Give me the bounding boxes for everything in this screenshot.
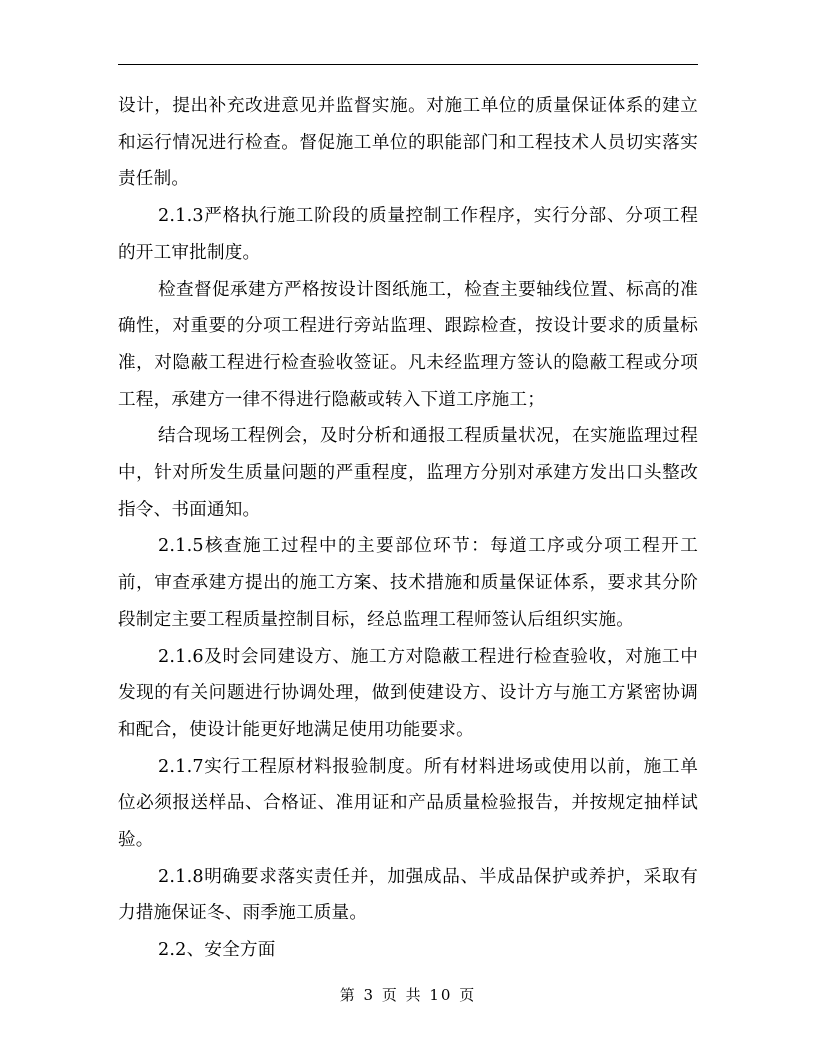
- paragraph: 2.1.8明确要求落实责任并，加强成品、半成品保护或养护，采取有力措施保证冬、雨季施工质量。: [118, 866, 698, 924]
- paragraph: 设计，提出补充改进意见并监督实施。对施工单位的质量保证体系的建立和运行情况进行检查。督促施工单位的职能部门和工程技术人员切实落实责任制。: [118, 96, 698, 190]
- paragraph: 检查督促承建方严格按设计图纸施工，检查主要轴线位置、标高的准确性，对重要的分项工程进行旁站监理、跟踪检查，按设计要求的质量标准，对隐蔽工程进行检查验收签证。凡未经监理方签认的隐蔽工程或分项工程，承建方一律不得进行隐蔽或转入下道工序施工；: [118, 279, 698, 410]
- header-rule: [118, 64, 698, 65]
- paragraph: 2.1.5核查施工过程中的主要部位环节：每道工序或分项工程开工前，审查承建方提出的施工方案、技术措施和质量保证体系，要求其分阶段制定主要工程质量控制目标，经总监理工程师签认后组织实施。: [118, 536, 698, 630]
- paragraph: 结合现场工程例会，及时分析和通报工程质量状况，在实施监理过程中，针对所发生质量问题的严重程度，监理方分别对承建方发出口头整改指令、书面通知。: [118, 426, 698, 520]
- paragraph: 2.1.7实行工程原材料报验制度。所有材料进场或使用以前，施工单位必须报送样品、合格证、准用证和产品质量检验报告，并按规定抽样试验。: [118, 756, 698, 851]
- paragraph: 2.1.3严格执行施工阶段的质量控制工作程序，实行分部、分项工程的开工审批制度。: [118, 206, 698, 263]
- document-body: [118, 88, 698, 969]
- page-number-footer: 第 3 页 共 10 页: [339, 986, 477, 1004]
- section-heading: 2.2、安全方面: [158, 940, 276, 961]
- paragraph: 2.1.6及时会同建设方、施工方对隐蔽工程进行检查验收，对施工中发现的有关问题进行协调处理，做到使建设方、设计方与施工方紧密协调和配合，使设计能更好地满足使用功能要求。: [118, 646, 698, 740]
